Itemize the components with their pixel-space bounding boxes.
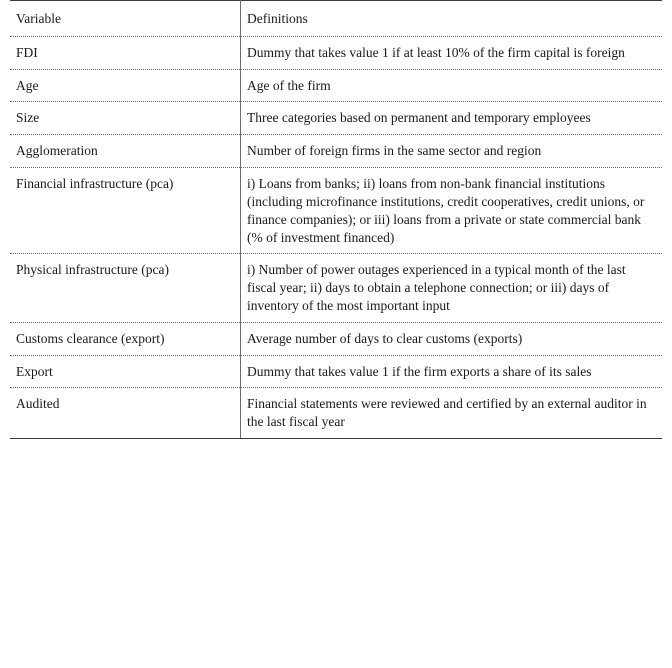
row-definition-cell bbox=[241, 168, 663, 254]
table-row bbox=[10, 388, 662, 439]
row-definition-cell bbox=[241, 254, 663, 322]
row-definition-text: i) Loans from banks; ii) loans from non-bank financial institutions (including microfinance institutions, credit cooperatives, credit unions, or finance companies); or iii) loans from a private or state commercial bank (% of investment financed) bbox=[247, 176, 645, 245]
row-variable-label: Size bbox=[16, 110, 40, 126]
row-definition-text: Three categories based on permanent and temporary employees bbox=[247, 110, 591, 126]
row-variable-cell bbox=[10, 168, 241, 254]
row-variable-cell bbox=[10, 36, 241, 69]
table-row bbox=[10, 322, 662, 355]
column-header-definitions-label: Definitions bbox=[247, 11, 308, 26]
row-variable-label: FDI bbox=[16, 44, 38, 60]
row-definition-cell bbox=[241, 36, 663, 69]
row-variable-cell bbox=[10, 254, 241, 322]
row-variable-label: Export bbox=[16, 363, 53, 379]
column-header-definitions bbox=[241, 1, 663, 37]
row-variable-label: Age bbox=[16, 77, 39, 93]
row-definition-text: Number of foreign firms in the same sector and region bbox=[247, 143, 542, 159]
row-variable-label: Customs clearance (export) bbox=[16, 330, 165, 346]
table-header-row bbox=[10, 1, 662, 37]
row-variable-label: Audited bbox=[16, 396, 60, 412]
row-variable-cell bbox=[10, 388, 241, 439]
row-definition-cell bbox=[241, 102, 663, 135]
row-variable-cell bbox=[10, 102, 241, 135]
row-definition-cell bbox=[241, 135, 663, 168]
row-variable-cell bbox=[10, 135, 241, 168]
row-definition-text: Average number of days to clear customs (exports) bbox=[247, 330, 523, 346]
row-definition-cell bbox=[241, 322, 663, 355]
table-row bbox=[10, 135, 662, 168]
table-row bbox=[10, 69, 662, 102]
row-definition-cell bbox=[241, 355, 663, 388]
row-variable-cell bbox=[10, 355, 241, 388]
row-definition-text: Financial statements were reviewed and certified by an external auditor in the last fiscal year bbox=[247, 396, 647, 430]
table-row bbox=[10, 36, 662, 69]
table-row bbox=[10, 168, 662, 254]
table-row bbox=[10, 102, 662, 135]
row-definition-text: Dummy that takes value 1 if the firm exports a share of its sales bbox=[247, 363, 592, 379]
row-definition-cell bbox=[241, 69, 663, 102]
column-header-variable bbox=[10, 1, 241, 37]
row-variable-label: Agglomeration bbox=[16, 143, 98, 159]
table-row bbox=[10, 254, 662, 322]
column-header-variable-label: Variable bbox=[16, 11, 61, 26]
row-definition-text: Age of the firm bbox=[247, 77, 331, 93]
table-row bbox=[10, 355, 662, 388]
row-definition-cell bbox=[241, 388, 663, 439]
row-definition-text: i) Number of power outages experienced in a typical month of the last fiscal year; ii) days to obtain a telephone connection; or iii) days of inventory of the most important input bbox=[247, 262, 626, 313]
row-variable-cell bbox=[10, 322, 241, 355]
row-variable-label: Physical infrastructure (pca) bbox=[16, 262, 169, 278]
row-variable-cell bbox=[10, 69, 241, 102]
row-definition-text: Dummy that takes value 1 if at least 10% of the firm capital is foreign bbox=[247, 44, 625, 60]
variable-definitions-table bbox=[10, 0, 662, 439]
row-variable-label: Financial infrastructure (pca) bbox=[16, 176, 174, 192]
